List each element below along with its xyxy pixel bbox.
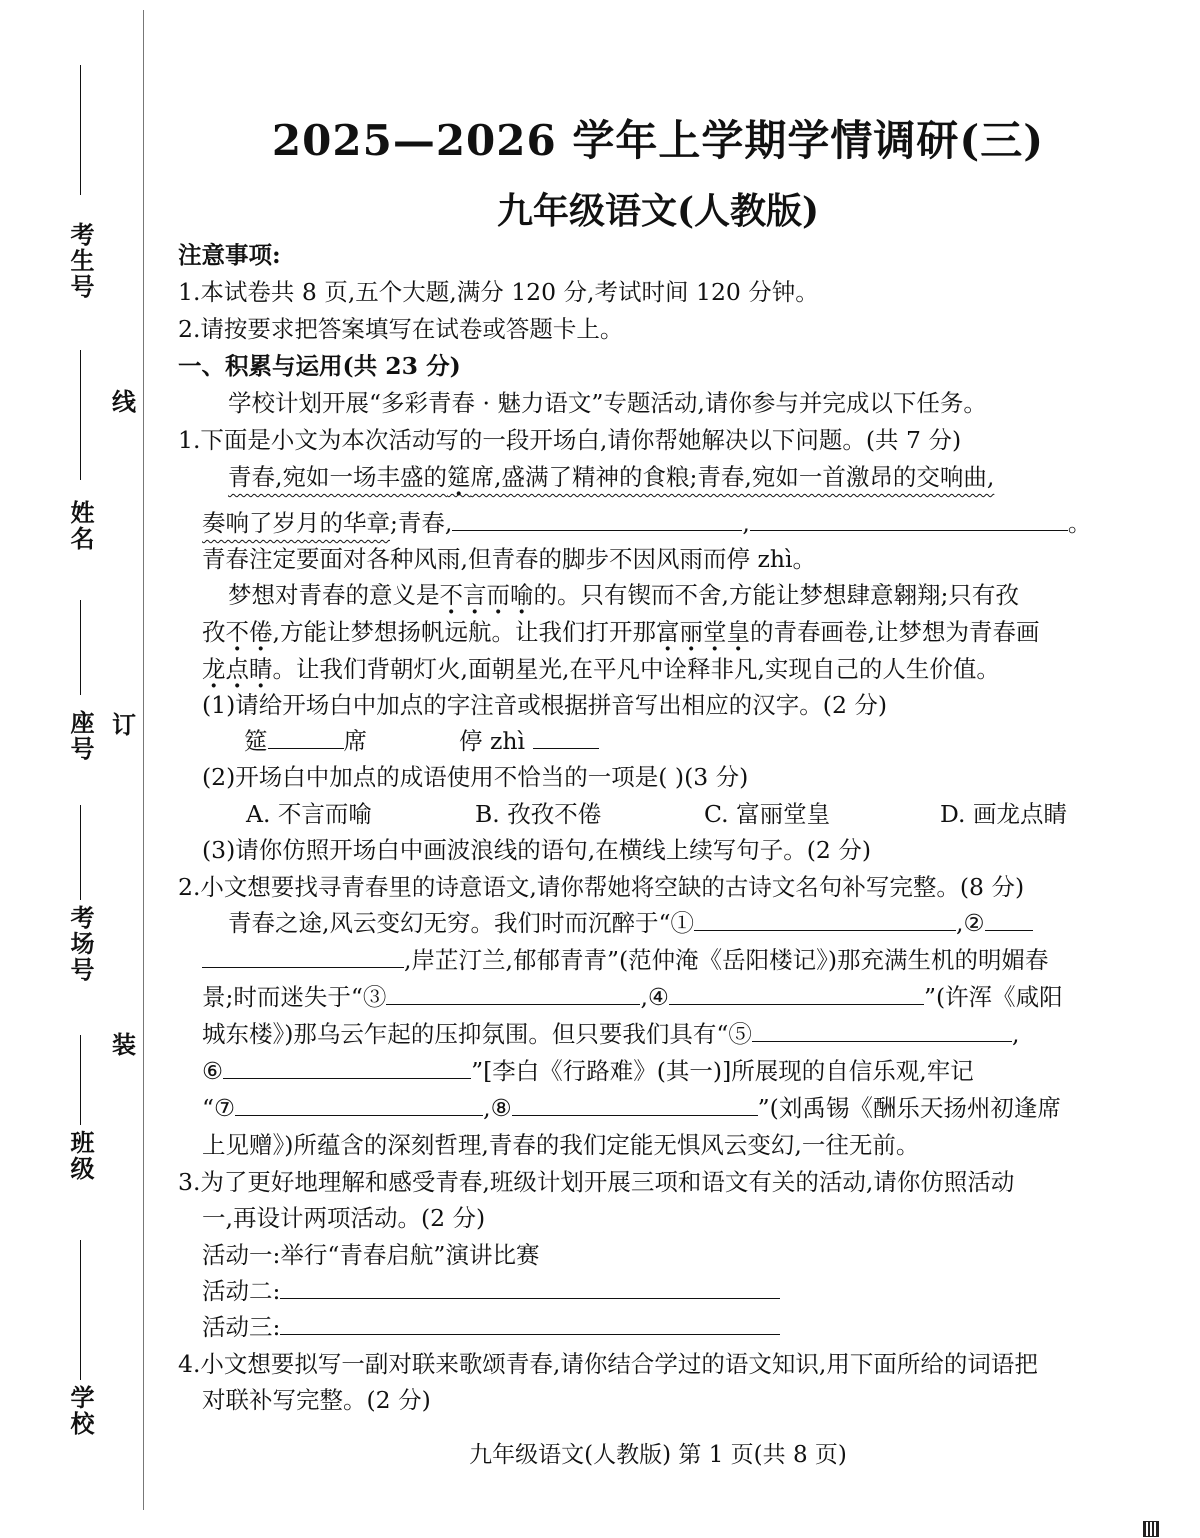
binding-char-line: 线 (112, 387, 136, 416)
dotted-idiom (656, 618, 750, 646)
text: 席 (343, 727, 367, 755)
dotted-char: 点 (225, 655, 249, 683)
q3-stem-1: 3.为了更好地理解和感受青春,班级计划开展三项和语文有关的活动,请你仿照活动 (178, 1168, 1015, 1196)
answer-blank-activity-2[interactable] (280, 1276, 780, 1299)
dotted-char: 倦 (249, 618, 273, 646)
dotted-char: 喻 (510, 581, 534, 609)
exam-number-rule (80, 65, 81, 195)
text: 活动三: (202, 1313, 281, 1341)
q1-para-line-2 (202, 508, 1091, 538)
text: 席,盛满了精神的食粮;青春,宛如一首激昂的交响曲, (470, 463, 995, 491)
q3-activity-3 (202, 1312, 780, 1342)
text: 青春,宛如一场丰盛的 (228, 463, 447, 491)
section-1-intro: 学校计划开展“多彩青春 · 魅力语文”专题活动,请你参与并完成以下任务。 (228, 389, 987, 417)
binding-char-bind: 装 (112, 1030, 136, 1059)
answer-blank-7[interactable] (235, 1093, 483, 1116)
text: , (1011, 1020, 1020, 1048)
q1-sub-1: (1)请给开场白中加点的字注音或根据拼音写出相应的汉字。(2 分) (202, 691, 888, 719)
text: ,方能让梦想扬帆远航。让我们打开那 (272, 618, 656, 646)
dotted-char: 而 (486, 581, 510, 609)
section-1-heading: 一、积累与运用(共 23 分) (178, 352, 461, 380)
school-rule (80, 1240, 81, 1380)
answer-blank-hanzi[interactable] (533, 726, 599, 749)
q3-activity-1: 活动一:举行“青春启航”演讲比赛 (202, 1241, 540, 1269)
answer-blank-5[interactable] (752, 1019, 1012, 1042)
answer-blank-6[interactable] (223, 1056, 471, 1079)
q4-stem-2: 对联补写完整。(2 分) (202, 1386, 431, 1414)
q2-stem: 2.小文想要找寻青春里的诗意语文,请你帮她将空缺的古诗文名句补写完整。(8 分) (178, 873, 1025, 901)
class-label: 班级 (66, 1130, 95, 1182)
q3-activity-2 (202, 1276, 780, 1306)
text: 梦想对青春的意义是 (228, 581, 440, 609)
q1-para-line-6 (202, 654, 1000, 684)
dotted-char: 堂 (702, 618, 727, 646)
q2-line-4 (202, 1019, 1019, 1049)
q1-para-line-4 (228, 580, 1019, 610)
q1-option-c: C. 富丽堂皇 (704, 800, 831, 828)
q2-line-7: 上见赠》)所蕴含的深刻哲理,青春的我们定能无惧风云变幻,一往无前。 (202, 1131, 920, 1159)
q2-line-6 (202, 1093, 1061, 1123)
answer-blank-8[interactable] (512, 1093, 758, 1116)
text: 孜 (202, 618, 226, 646)
answer-blank-2a[interactable] (985, 908, 1033, 931)
q4-stem-1: 4.小文想要拟写一副对联来歌颂青春,请你结合学过的语文知识,用下面所给的词语把 (178, 1350, 1038, 1378)
q3-stem-2: 一,再设计两项活动。(2 分) (202, 1204, 486, 1232)
dotted-char: 皇 (726, 618, 750, 646)
notes-item-1: 1.本试卷共 8 页,五个大题,满分 120 分,考试时间 120 分钟。 (178, 278, 819, 306)
q2-line-5 (202, 1056, 974, 1086)
text: 筵 (244, 727, 268, 755)
text: ;青春, (390, 509, 453, 537)
dotted-idiom (202, 655, 273, 683)
name-rule (80, 350, 81, 480)
dotted-char: 不 (225, 618, 249, 646)
page-title: 2025—2026 学年上学期学情调研(三) (271, 116, 1045, 165)
dotted-idiom (226, 618, 273, 646)
text: 。 (1067, 509, 1092, 537)
wavy-segment: 奏响了岁月的华章 (202, 509, 390, 537)
exam-number-label: 考生号 (66, 222, 95, 300)
dotted-char: 不 (439, 581, 463, 609)
q1-option-a: A. 不言而喻 (246, 800, 372, 828)
answer-blank-1[interactable] (452, 508, 742, 531)
text: ⑥ (202, 1057, 224, 1085)
text: ,④ (640, 983, 669, 1011)
q1-option-b: B. 孜孜不倦 (475, 800, 602, 828)
text: 的青春画卷,让梦想为青春画 (749, 618, 1040, 646)
answer-blank-2[interactable] (750, 508, 1068, 531)
answer-blank-activity-3[interactable] (280, 1312, 780, 1335)
text: ”[李白《行路难》(其一)]所展现的自信乐观,牢记 (471, 1057, 974, 1085)
dotted-char: 睛 (249, 655, 273, 683)
text: , (742, 509, 750, 537)
text: ”(刘禹锡《酬乐天扬州初逢席 (757, 1094, 1061, 1122)
q1-sub-1-answers (244, 726, 599, 756)
q2-line-3 (202, 982, 1063, 1012)
text: ,岸芷汀兰,郁郁青青”(范仲淹《岳阳楼记》)那充满生机的明媚春 (404, 946, 1049, 974)
dotted-char: 筵 (446, 463, 471, 491)
dotted-char: 龙 (202, 655, 226, 683)
qr-code-icon (1143, 1521, 1159, 1537)
dotted-char: 丽 (679, 618, 703, 646)
q1-para-line-3: 青春注定要面对各种风雨,但青春的脚步不因风雨而停 zhì。 (202, 545, 816, 573)
text: 的。只有锲而不舍,方能让梦想肆意翱翔;只有孜 (533, 581, 1019, 609)
room-label: 考场号 (66, 905, 95, 983)
text: ,⑧ (483, 1094, 512, 1122)
seat-rule (80, 600, 81, 695)
binding-char-order: 订 (112, 710, 136, 739)
text: 城东楼》)那乌云乍起的压抑氛围。但只要我们具有“⑤ (202, 1020, 752, 1048)
room-rule (80, 805, 81, 900)
q1-option-d: D. 画龙点睛 (940, 800, 1067, 828)
page-footer: 九年级语文(人教版) 第 1 页(共 8 页) (469, 1442, 847, 1468)
notes-heading: 注意事项: (178, 241, 281, 269)
text: 停 zhì (459, 727, 526, 755)
text: ”(许浑《咸阳 (923, 983, 1063, 1011)
text: 景;时而迷失于“③ (202, 983, 387, 1011)
text: 。让我们背朝灯火,面朝星光,在平凡中诠释非凡,实现自己的人生价值。 (272, 655, 1000, 683)
answer-blank-3[interactable] (386, 982, 640, 1005)
dotted-char: 富 (655, 618, 680, 646)
answer-blank-2b[interactable] (202, 945, 404, 968)
answer-blank-pinyin[interactable] (268, 726, 344, 749)
q1-sub-3: (3)请你仿照开场白中画波浪线的语句,在横线上续写句子。(2 分) (202, 836, 872, 864)
q1-para-line-5 (202, 617, 1039, 647)
q1-para-line-1 (228, 462, 994, 492)
dotted-char: 言 (463, 581, 487, 609)
binding-line (143, 10, 144, 1510)
class-rule (80, 1035, 81, 1125)
answer-blank-4[interactable] (669, 982, 924, 1005)
name-label: 姓名 (66, 500, 95, 552)
q1-sub-2: (2)开场白中加点的成语使用不恰当的一项是( )(3 分) (202, 763, 749, 791)
seat-label: 座号 (66, 710, 95, 762)
text: 青春之途,风云变幻无穷。我们时而沉醉于“① (228, 909, 694, 937)
q2-line-1 (228, 908, 1033, 938)
q1-stem: 1.下面是小文为本次活动写的一段开场白,请你帮她解决以下问题。(共 7 分) (178, 426, 962, 454)
q2-line-2 (202, 945, 1049, 975)
text: “⑦ (202, 1094, 236, 1122)
wavy-segment (228, 463, 994, 491)
answer-blank-1[interactable] (694, 908, 956, 931)
text: ,② (955, 909, 985, 937)
notes-item-2: 2.请按要求把答案填写在试卷或答题卡上。 (178, 315, 624, 343)
school-label: 学校 (66, 1385, 95, 1437)
dotted-idiom (440, 581, 534, 609)
page-subtitle: 九年级语文(人教版) (496, 190, 820, 232)
text: 活动二: (202, 1277, 281, 1305)
